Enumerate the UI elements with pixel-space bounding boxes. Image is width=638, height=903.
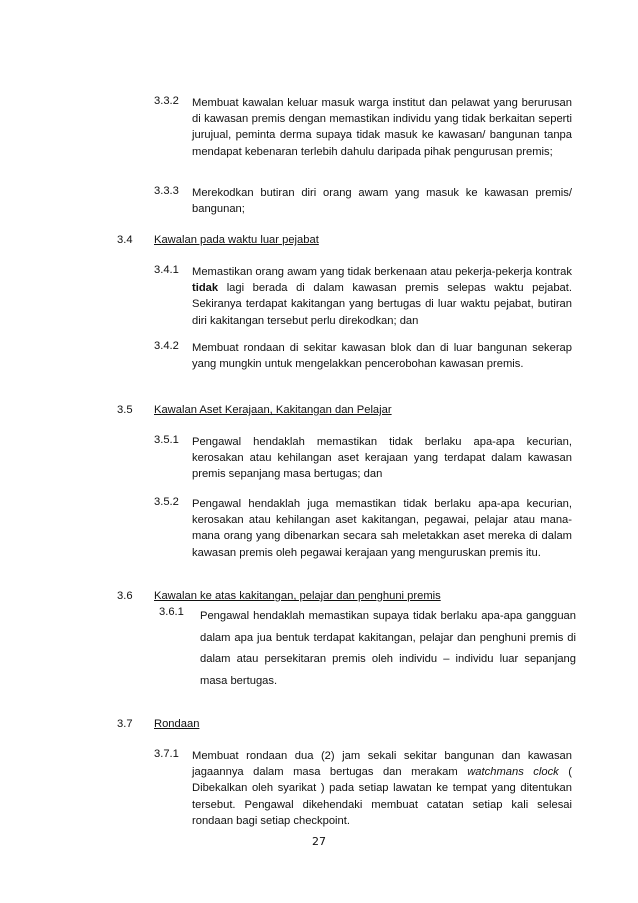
bold-word: tidak [192, 282, 219, 295]
item-text [192, 748, 572, 829]
item-text: Pengawal hendaklah memastikan tidak berlaku apa-apa kecurian, kerosakan atau kehilangan aset kerajaan yang terdapat dalam kawasan premis sepanjang masa bertugas; dan [192, 436, 572, 481]
item-text: Pengawal hendaklah juga memastikan tidak berlaku apa-apa kecurian, kerosakan atau kehilangan aset kakitangan, pegawai, pelajar atau mana-mana orang yang dibenarkan secara sah meletakkan aset mereka di dalam kawasan premis oleh pegawai kerajaan yang menguruskan premis itu. [192, 498, 572, 559]
section-title: Kawalan Aset Kerajaan, Kakitangan dan Pelajar [154, 404, 392, 416]
text-segment: ( Dibekalkan oleh syarikat ) pada setiap lawatan ke tempat yang ditentukan tersebut. Pengawal dikehendaki membuat catatan setiap kali selesai rondaan bagi setiap checkpoint. [192, 766, 572, 827]
item-3-4-1 [154, 264, 572, 329]
section-number: 3.5 [117, 404, 133, 416]
text-segment: Memastikan orang awam yang tidak berkenaan atau pekerja-pekerja kontrak [192, 266, 572, 278]
item-number: 3.5.2 [154, 496, 179, 508]
item-number: 3.5.1 [154, 434, 179, 446]
item-3-3-3 [154, 185, 572, 217]
item-number: 3.4.2 [154, 340, 179, 352]
section-number: 3.7 [117, 718, 133, 730]
item-text [192, 264, 572, 329]
page-number: 27 [312, 835, 326, 848]
section-title: Kawalan ke atas kakitangan, pelajar dan penghuni premis [154, 590, 441, 602]
section-title: Rondaan [154, 718, 200, 730]
item-number: 3.7.1 [154, 748, 179, 760]
item-number: 3.3.2 [154, 95, 179, 107]
item-number: 3.6.1 [159, 606, 184, 618]
section-number: 3.4 [117, 234, 133, 246]
item-number: 3.4.1 [154, 264, 179, 276]
item-3-4-2 [154, 340, 572, 372]
item-number: 3.3.3 [154, 185, 179, 197]
italic-term: watchmans clock [467, 766, 559, 779]
item-3-7-1 [154, 748, 572, 829]
item-text: Membuat rondaan di sekitar kawasan blok dan di luar bangunan sekerap yang mungkin untuk mengelakkan pencerobohan kawasan premis. [192, 342, 572, 371]
item-text: Pengawal hendaklah memastikan supaya tidak berlaku apa-apa gangguan dalam apa jua bentuk terdapat kakitangan, pelajar dan penghuni premis di dalam atau persekitaran premis oleh individu – individu luar sepanjang masa bertugas. [200, 610, 576, 687]
item-text: Merekodkan butiran diri orang awam yang masuk ke kawasan premis/ bangunan; [192, 187, 572, 216]
item-3-6-1 [154, 606, 576, 692]
item-3-3-2 [154, 95, 572, 160]
text-segment: Membuat rondaan dua (2) jam sekali sekitar bangunan dan kawasan jagaannya dalam masa bertugas dan merakam [192, 750, 572, 779]
item-text: Membuat kawalan keluar masuk warga institut dan pelawat yang berurusan di kawasan premis dengan memastikan individu yang tidak berkaitan seperti jurujual, peminta derma supaya tidak masuk ke kawasan/ bangunan tanpa mendapat kebenaran terlebih dahulu daripada pihak pengurusan premis; [192, 97, 572, 158]
section-title: Kawalan pada waktu luar pejabat [154, 234, 319, 246]
item-3-5-1 [154, 434, 572, 483]
item-3-5-2 [154, 496, 572, 561]
text-segment: lagi berada di dalam kawasan premis selepas waktu pejabat. Sekiranya terdapat kakitangan yang bertugas di luar waktu pejabat, butiran diri kakitangan tersebut perlu direkodkan; dan [192, 282, 572, 327]
section-number: 3.6 [117, 590, 133, 602]
